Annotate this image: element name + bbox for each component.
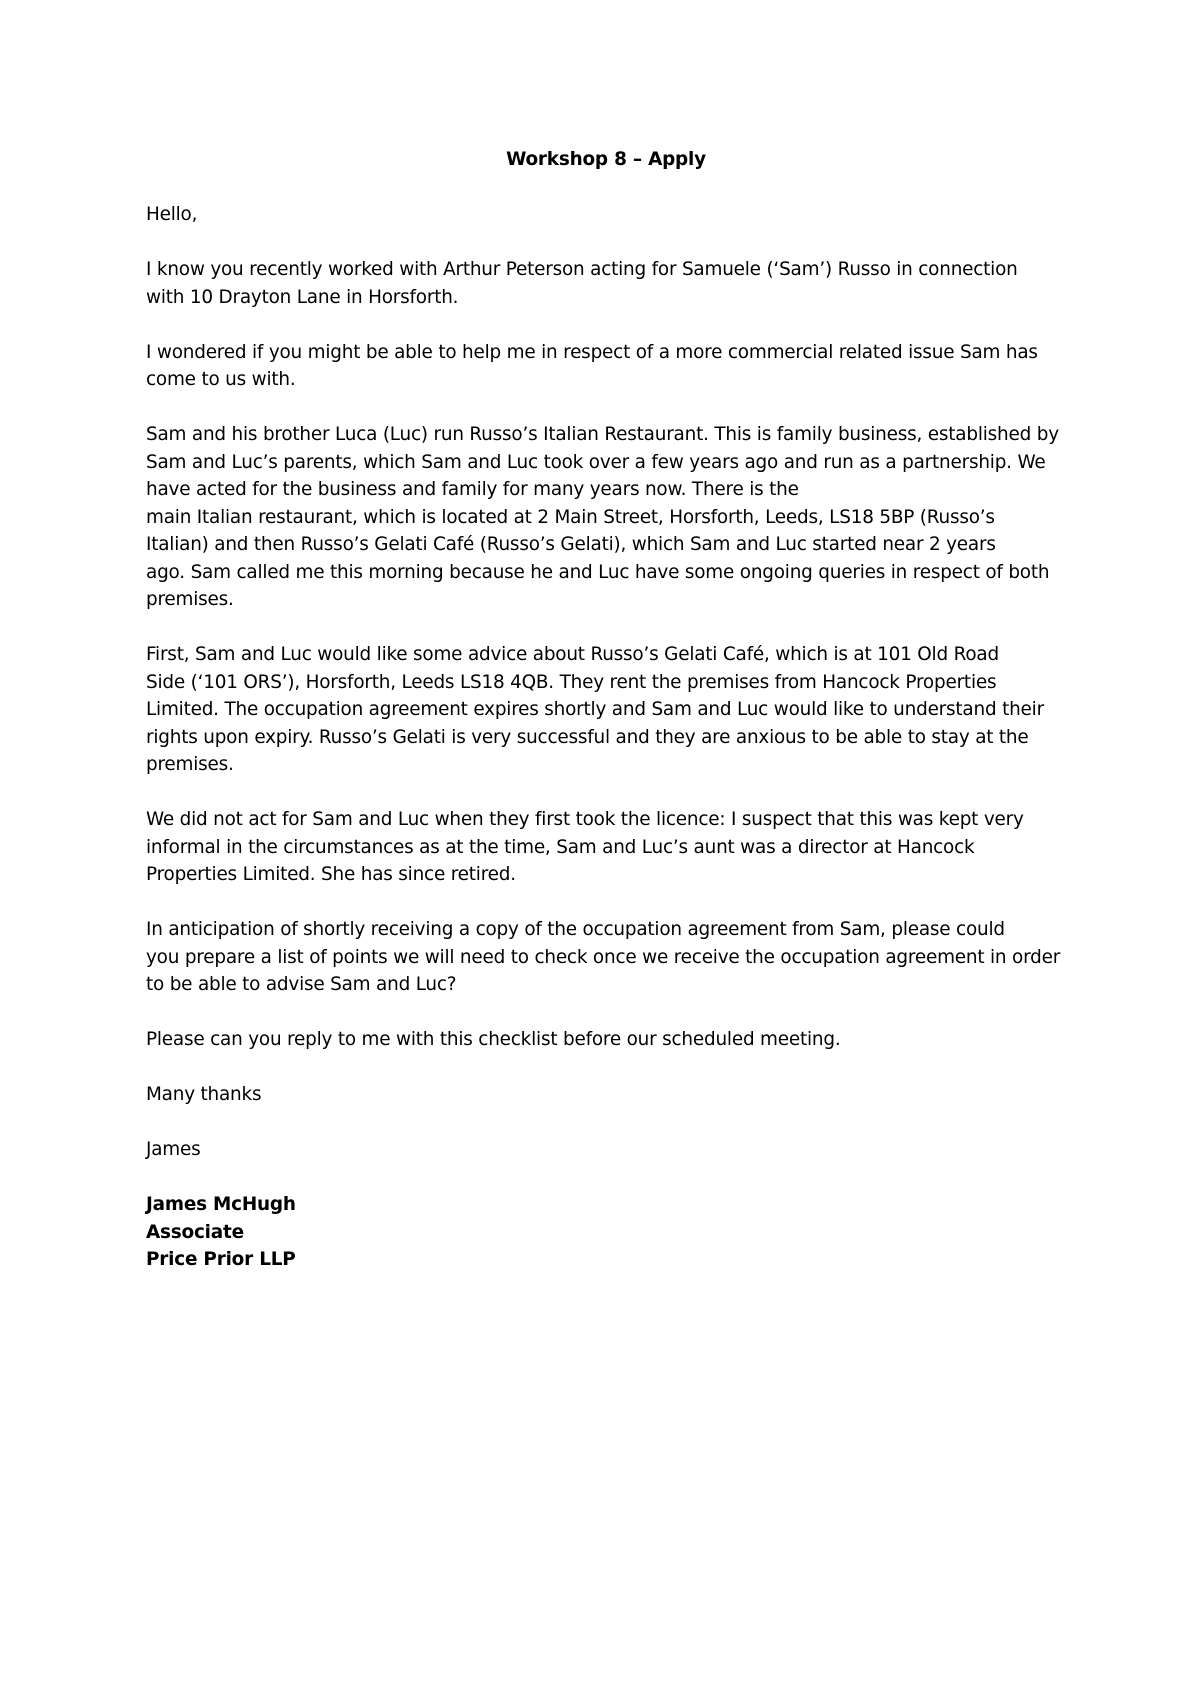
paragraph-gelati-cafe	[146, 641, 1066, 779]
text-line: rights upon expiry. Russo’s Gelati is very successful and they are anxious to be able to stay at the	[146, 726, 1029, 748]
text-line: have acted for the business and family for many years now. There is the	[146, 479, 799, 500]
text-line: Sam and his brother Luca (Luc) run Russo’s Italian Restaurant. This is family business, established by	[146, 424, 1059, 445]
text-line: Side (‘101 ORS’), Horsforth, Leeds LS18 4QB. They rent the premises from Hancock Properties	[146, 671, 997, 693]
text-line: premises.	[146, 754, 234, 775]
text-line: Properties Limited. She has since retired.	[146, 864, 516, 885]
signature-firm: Price Prior LLP	[146, 1249, 296, 1270]
paragraph-reply-request	[146, 1026, 1066, 1054]
text-line: I wondered if you might be able to help me in respect of a more commercial related issue Sam has	[146, 341, 1038, 363]
text-line: Sam and Luc’s parents, which Sam and Luc took over a few years ago and run as a partnership. We	[146, 451, 1046, 473]
text-line: Limited. The occupation agreement expires shortly and Sam and Luc would like to understand their	[146, 699, 1044, 720]
text-line: main Italian restaurant, which is located at 2 Main Street, Horsforth, Leeds, LS18 5BP (Russo’s	[146, 506, 995, 528]
text-line: I know you recently worked with Arthur Peterson acting for Samuele (‘Sam’) Russo in connection	[146, 259, 1018, 280]
document-title: Workshop 8 – Apply	[506, 149, 706, 170]
text-line: We did not act for Sam and Luc when they first took the licence: I suspect that this was kept very	[146, 809, 1024, 830]
text-line: come to us with.	[146, 369, 296, 390]
paragraph-request	[146, 339, 1066, 394]
text-line: premises.	[146, 589, 234, 610]
text-line: First, Sam and Luc would like some advice about Russo’s Gelati Café, which is at 101 Old Road	[146, 644, 999, 665]
closing: Many thanks	[146, 1084, 262, 1105]
greeting: Hello,	[146, 204, 198, 225]
text-line: with 10 Drayton Lane in Horsforth.	[146, 286, 459, 308]
paragraph-task	[146, 916, 1066, 999]
paragraph-background	[146, 421, 1066, 614]
text-line: In anticipation of shortly receiving a copy of the occupation agreement from Sam, please could	[146, 919, 1005, 940]
text-line: Please can you reply to me with this checklist before our scheduled meeting.	[146, 1029, 841, 1050]
sender-first-name: James	[146, 1139, 201, 1160]
paragraph-licence	[146, 806, 1066, 889]
text-line: informal in the circumstances as at the time, Sam and Luc’s aunt was a director at Hancock	[146, 836, 975, 858]
letter-body	[146, 146, 1066, 1274]
signature-name: James McHugh	[146, 1194, 296, 1215]
text-line: Italian) and then Russo’s Gelati Café (Russo’s Gelati), which Sam and Luc started near 2 years	[146, 534, 996, 555]
paragraph-intro	[146, 256, 1066, 311]
text-line: to be able to advise Sam and Luc?	[146, 974, 457, 995]
text-line: you prepare a list of points we will need to check once we receive the occupation agreement in order	[146, 946, 1061, 968]
text-line: ago. Sam called me this morning because he and Luc have some ongoing queries in respect of both	[146, 561, 1050, 583]
signature-role: Associate	[146, 1221, 244, 1243]
